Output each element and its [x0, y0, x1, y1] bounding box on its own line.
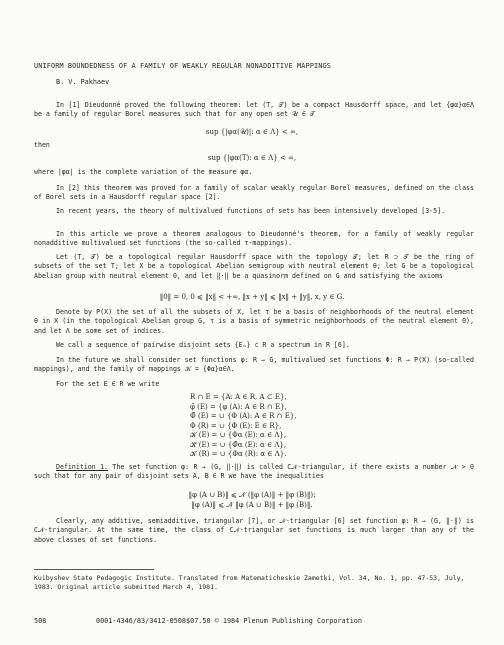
equation-1: sup {|φα(𝒰)|: α ∈ Λ} < ∞, [205, 128, 299, 136]
footnote-rule [34, 569, 154, 570]
paragraph-6: Denote by P(X) the set of all the subsets of X, let τ be a basis of neighborhoods of the neutral element θ in X (in the topological Abelian group G, τ is a basis of symmetric neighborhoods of the neutral element 0), and let Λ be some set of indices. [34, 308, 474, 335]
then-text: then [34, 141, 50, 149]
definition-line: R ∩ E = {A: A ∈ R, A ⊂ E}, [190, 393, 287, 401]
definition-label: Definition 1. [56, 463, 109, 471]
page-number: 508 [34, 617, 47, 625]
author: B. V. Pakhaev [56, 78, 110, 86]
footnote: Kuibyshev State Pedagogic Institute. Translated from Matematicheskie Zametki, Vol. 34, No. 1, pp. 47-53, July, 1983. Original article submitted March 4, 1981. [34, 574, 465, 592]
equation-2: sup {|φα(T): α ∈ Λ} < ∞, [207, 154, 297, 162]
paragraph-1: In [1] Dieudonné proved the following theorem: let (T, 𝒯) be a compact Hausdorff space, and let {φα}α∈Λ be a family of regular Borel measures such that for any open set 𝒰 ∈ 𝒯 [34, 101, 474, 119]
definition-line: Φ (R) = ∪ {Φ (E): E ∈ R}, [190, 421, 282, 430]
equation-4: ‖φ (A ∪ B)‖ ⩽ 𝒩 (‖φ (A)‖ + ‖φ (B)‖); [188, 491, 316, 499]
paper-title: UNIFORM BOUNDEDNESS OF A FAMILY OF WEAKLY REGULAR NONADDITIVE MAPPINGS [34, 62, 331, 70]
paragraph-8: In the future we shall consider set functions φ: R → G, multivalued set functions Φ: R → P(X) (so-called mappings), and the family of mappings 𝒦 = {Φα}α∈Λ. [34, 356, 474, 374]
definition-line: φ̃ (E) = {φ (A): A ∈ R ∩ E}, [190, 402, 287, 411]
paragraph-2: In [2] this theorem was proved for a family of scalar weakly regular Borel measures, defined on the class of Borel sets in a Hausdorff regular space [2]. [34, 184, 474, 202]
definition-line: 𝒦̃ (E) = ∪ {Φ̃α (E): α ∈ Λ}, [190, 440, 287, 449]
paragraph-7: We call a sequence of pairwise disjoint sets {Eₙ} ⊂ R a spectrum in R [6]. [56, 341, 350, 349]
equation-5: ‖φ (A)‖ ⩽ 𝒩 ‖φ (A ∪ B)‖ + ‖φ (B)‖. [191, 501, 313, 509]
paragraph-4: In this article we prove a theorem analogous to Dieudonné's theorem, for a family of weakly regular nonadditive multivalued set functions (the so-called τ-mappings). [34, 230, 474, 248]
definition-line: 𝒦 (E) = ∪ {Φα (E): α ∈ Λ}, [190, 431, 287, 439]
equation-3: ‖0‖ = 0, 0 ⩽ ‖x‖ < +∞, ‖x + y‖ ⩽ ‖x‖ + ‖y‖, x, y ∈ G. [159, 293, 345, 301]
paragraph-3: In recent years, the theory of multivalued functions of sets has been intensively developed [3-5]. [56, 207, 446, 215]
paragraph-9: For the set E ∈ R we write [56, 380, 160, 388]
paragraph-10: Clearly, any additive, semiadditive, triangular [7], or 𝒩-triangular [6] set function φ: R → (G, ‖·‖) is C𝒩-triangular. At the same time, the class of C𝒩-triangular set functions is much larger than any of the above classes of set functions. [34, 517, 474, 544]
paragraph-1b: where |φα| is the complete variation of the measure φα. [34, 168, 253, 176]
definition-text: The set function φ: R → (G, ‖·‖) is called C𝒩-triangular, if there exists a number 𝒩 > 0 such that for any pair of disjoint sets A, B ∈ R we have the inequalities [34, 463, 474, 481]
copyright-line: 0001-4346/83/3412-0508$07.50 © 1984 Plenum Publishing Corporation [96, 617, 362, 625]
definition-line: 𝒦 (R) = ∪ {Φα (R): α ∈ Λ}. [190, 450, 287, 458]
definitions-list [190, 393, 297, 460]
definition-line: Φ̃ (E) = ∪ {Φ (A): A ∈ R ∩ E}, [190, 412, 297, 420]
definition-1 [34, 463, 474, 482]
paragraph-5: Let (T, 𝒯) be a topological regular Hausdorff space with the topology 𝒯; let R ⊃ 𝒯 be the ring of subsets of the set T; let X be a topological Abelian semigroup with neutral element θ; let G be a topological Abelian group with neutral element 0, and let ‖·‖ be a quasinorm defined on G and satisfying the axioms [34, 253, 474, 280]
